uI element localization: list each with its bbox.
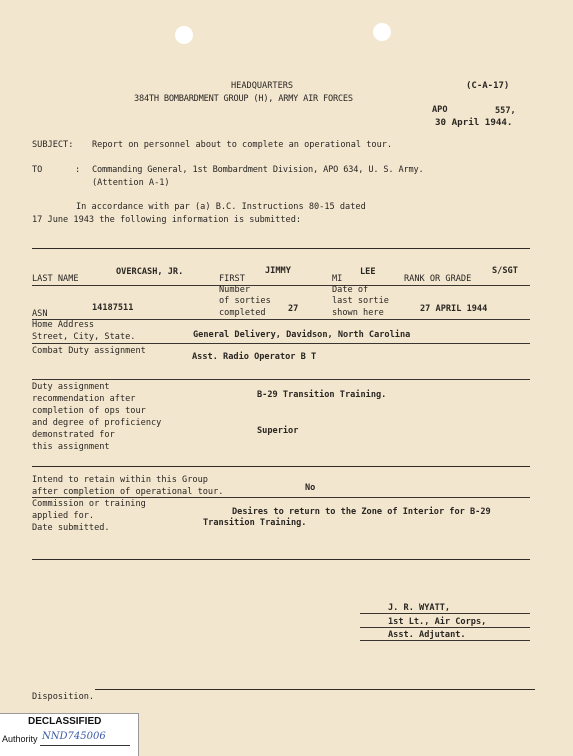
combat-duty-value: Asst. Radio Operator B T (192, 352, 317, 362)
last-sortie-label-2: last sortie (332, 296, 389, 306)
last-sortie-label-1: Date of (332, 285, 369, 295)
header-date: 30 April 1944. (435, 117, 513, 128)
rule-combat (32, 379, 530, 380)
rule-top (32, 248, 530, 249)
header-unit: 384TH BOMBARDMENT GROUP (H), ARMY AIR FORCES (134, 94, 353, 104)
subject-text: Report on personnel about to complete an operational tour. (92, 140, 393, 150)
home-label-1: Home Address (32, 320, 95, 330)
declassified-title: DECLASSIFIED (28, 716, 102, 727)
rule-name (32, 285, 530, 286)
asn-value: 14187511 (92, 303, 134, 313)
retain-value: No (305, 483, 316, 493)
disposition-label: Disposition. (32, 692, 95, 702)
last-sortie-label-3: shown here (332, 308, 384, 318)
proficiency-value: Superior (257, 426, 299, 436)
last-sortie-value: 27 APRIL 1944 (420, 304, 488, 314)
rule-signature-3 (360, 640, 530, 641)
first-name-label: FIRST (219, 274, 245, 284)
authority-underline (40, 745, 130, 746)
header-apo-number: 557, (495, 106, 516, 116)
signature-rank: 1st Lt., Air Corps, (388, 617, 487, 627)
mi-value: LEE (360, 267, 376, 277)
commission-value-2: Transition Training. (203, 518, 307, 528)
punch-hole-left (175, 26, 193, 44)
duty-label-3: completion of ops tour (32, 406, 146, 416)
duty-assignment-value: B-29 Transition Training. (257, 390, 387, 400)
asn-label: ASN (32, 309, 48, 319)
signature-title: Asst. Adjutant. (388, 630, 466, 640)
duty-label-2: recommendation after (32, 394, 136, 404)
punch-hole-right (373, 23, 391, 41)
rule-signature-2 (360, 627, 530, 628)
to-line2: (Attention A-1) (92, 178, 170, 188)
sorties-value: 27 (288, 304, 299, 314)
last-name-value: OVERCASH, JR. (116, 267, 184, 277)
duty-label-1: Duty assignment (32, 382, 110, 392)
commission-label-3: Date submitted. (32, 523, 110, 533)
sorties-label-2: of sorties (219, 296, 271, 306)
authority-label: Authority (2, 734, 38, 744)
rule-commission (32, 559, 530, 560)
intro-line1: In accordance with par (a) B.C. Instructions 80-15 dated (76, 202, 366, 212)
rule-retain (32, 497, 530, 498)
header-code: (C-A-17) (466, 81, 510, 91)
home-address-value: General Delivery, Davidson, North Carolina (193, 330, 411, 340)
to-line1: Commanding General, 1st Bombardment Division, APO 634, U. S. Army. (92, 165, 424, 175)
to-label: TO (32, 165, 43, 175)
rule-asn (32, 319, 530, 320)
rank-value: S/SGT (492, 266, 518, 276)
header-title: HEADQUARTERS (231, 81, 294, 91)
first-name-value: JIMMY (265, 266, 291, 276)
duty-label-4: and degree of proficiency (32, 418, 162, 428)
commission-label-1: Commission or training (32, 499, 146, 509)
sorties-label-1: Number (219, 285, 251, 295)
duty-label-6: this assignment (32, 442, 110, 452)
retain-label-1: Intend to retain within this Group (32, 475, 208, 485)
rank-label: RANK OR GRADE (404, 274, 472, 284)
duty-label-5: demonstrated for (32, 430, 115, 440)
home-label-2: Street, City, State. (32, 332, 136, 342)
sorties-label-3: completed (219, 308, 266, 318)
retain-label-2: after completion of operational tour. (32, 487, 224, 497)
to-colon: : (75, 165, 81, 175)
intro-line2: 17 June 1943 the following information is submitted: (32, 215, 302, 225)
header-apo: APO (432, 105, 448, 115)
subject-label: SUBJECT: (32, 140, 74, 150)
commission-value-1: Desires to return to the Zone of Interior for B-29 (232, 507, 491, 517)
combat-duty-label: Combat Duty assignment (32, 346, 146, 356)
mi-label: MI (332, 274, 343, 284)
last-name-label: LAST NAME (32, 274, 79, 284)
rule-duty (32, 466, 530, 467)
rule-disposition (95, 689, 535, 690)
rule-home (32, 343, 530, 344)
signature-name: J. R. WYATT, (388, 603, 451, 613)
commission-label-2: applied for. (32, 511, 95, 521)
authority-value: NND745006 (42, 731, 106, 742)
rule-signature-1 (360, 613, 530, 614)
